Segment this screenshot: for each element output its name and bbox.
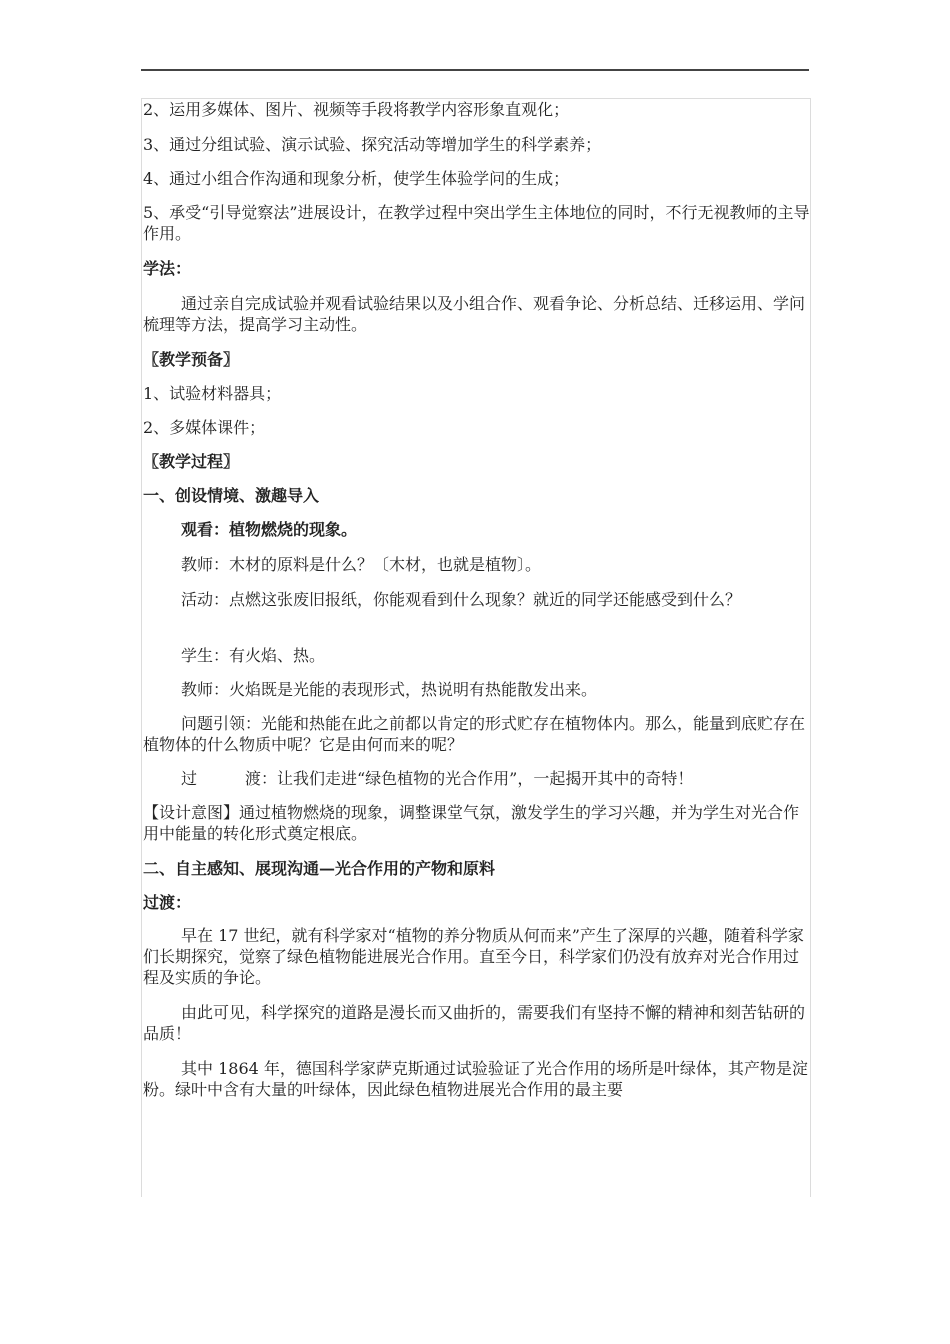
study-method-heading: 学法： — [143, 259, 192, 278]
method-item-3: 3、通过分组试验、演示试验、探究活动等增加学生的科学素养； — [143, 135, 602, 154]
prep-item-2: 2、多媒体课件； — [143, 418, 266, 437]
design-intent: 【设计意图】通过植物燃烧的现象，调整课堂气氛，激发学生的学习兴趣，并为学生对光合作用中能量的转化形式奠定根底。 — [143, 803, 800, 843]
teacher-line-1: 教师：木材的原料是什么？〔木材，也就是植物〕。 — [181, 555, 542, 574]
observe-line: 观看：植物燃烧的现象。 — [181, 520, 358, 539]
sachs-paragraph: 其中 1864 年，德国科学家萨克斯通过试验验证了光合作用的场所是叶绿体，其产物是淀粉。绿叶中含有大量的叶绿体，因此绿色植物进展光合作用的最主要 — [143, 1059, 808, 1099]
teacher-line-2: 教师：火焰既是光能的表现形式，热说明有热能散发出来。 — [181, 680, 598, 699]
prep-item-1: 1、试验材料器具； — [143, 384, 282, 403]
transition-line: 过 渡：让我们走进“绿色植物的光合作用”，一起揭开其中的奇特！ — [181, 769, 694, 788]
exploration-paragraph: 由此可见，科学探究的道路是漫长而又曲折的，需要我们有坚持不懈的精神和刻苦钻研的品质！ — [143, 1003, 806, 1043]
study-method-text: 通过亲自完成试验并观看试验结果以及小组合作、观看争论、分析总结、迁移运用、学问梳理等方法，提高学习主动性。 — [143, 294, 806, 334]
header-rule — [141, 69, 809, 71]
teaching-prep-heading: 〖教学预备〗 — [143, 350, 240, 369]
transition-heading: 过渡： — [143, 893, 192, 912]
teaching-process-heading: 〖教学过程〗 — [143, 452, 240, 471]
history-paragraph: 早在 17 世纪，就有科学家对“植物的养分物质从何而来”产生了深厚的兴趣，随着科学家们长期探究，觉察了绿色植物能进展光合作用。直至今日，科学家们仍没有放弃对光合作用过程及实质的争论。 — [143, 926, 804, 987]
student-line: 学生：有火焰、热。 — [181, 646, 326, 665]
section-2-heading: 二、自主感知、展现沟通—光合作用的产物和原料 — [143, 859, 496, 878]
section-1-heading: 一、创设情境、激趣导入 — [143, 486, 320, 505]
method-item-2: 2、运用多媒体、图片、视频等手段将教学内容形象直观化； — [143, 100, 570, 119]
method-item-4: 4、通过小组合作沟通和现象分析，使学生体验学问的生成； — [143, 169, 570, 188]
method-item-5: 5、承受“引导觉察法”进展设计，在教学过程中突出学生主体地位的同时，不行无视教师的主导作用。 — [143, 203, 810, 243]
activity-line: 活动：点燃这张废旧报纸，你能观看到什么现象？就近的同学还能感受到什么？ — [181, 590, 742, 609]
question-line: 问题引领：光能和热能在此之前都以肯定的形式贮存在植物体内。那么，能量到底贮存在植物体的什么物质中呢？它是由何而来的呢？ — [143, 714, 806, 754]
